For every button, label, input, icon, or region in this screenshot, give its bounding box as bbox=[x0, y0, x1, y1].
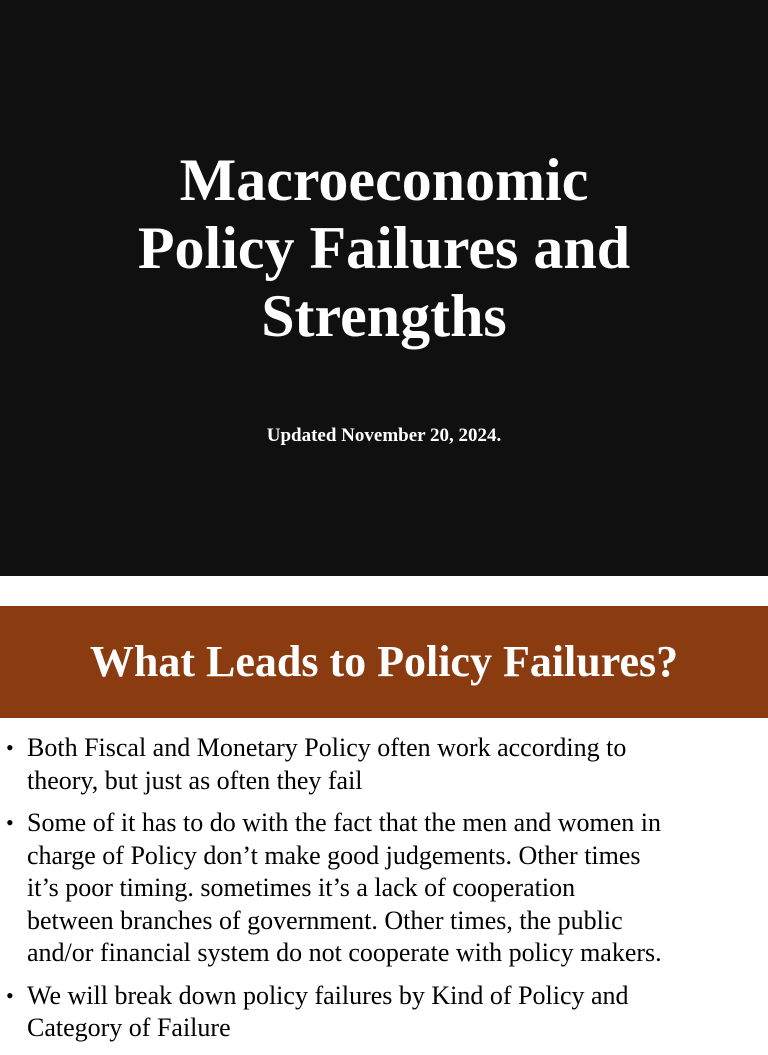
slide-header-bar bbox=[0, 606, 768, 718]
slide-title bbox=[84, 146, 684, 350]
bullet-line: Some of it has to do with the fact that the men and women in bbox=[27, 808, 661, 837]
bullet-icon: • bbox=[6, 982, 14, 1008]
bullet-item bbox=[0, 980, 768, 1045]
slide-title-line: Strengths bbox=[261, 283, 507, 349]
bullet-text bbox=[27, 807, 760, 970]
slide-title-line: Policy Failures and bbox=[137, 215, 631, 281]
slide-separator bbox=[0, 576, 768, 606]
bullet-line: it’s poor timing. sometimes it’s a lack of cooperation bbox=[27, 873, 576, 902]
bullet-line: between branches of government. Other times, the public bbox=[27, 905, 623, 935]
content-slide bbox=[0, 606, 768, 1042]
bullet-line: theory, but just as often they fail bbox=[27, 765, 363, 795]
bullet-icon: • bbox=[6, 810, 14, 835]
bullet-text bbox=[27, 732, 760, 797]
bullet-list bbox=[0, 732, 768, 1055]
slide-heading: What Leads to Policy Failures? bbox=[89, 637, 679, 686]
bullet-line: Category of Failure bbox=[27, 1013, 231, 1042]
bullet-item bbox=[0, 807, 768, 970]
bullet-text bbox=[27, 980, 760, 1045]
bullet-line: and/or financial system do not cooperate with policy makers. bbox=[27, 938, 662, 967]
bullet-icon: • bbox=[6, 735, 14, 760]
bullet-line: We will break down policy failures by Kind of Policy and bbox=[27, 980, 629, 1010]
slide-title-line: Macroeconomic bbox=[179, 147, 589, 213]
bullet-line: charge of Policy don’t make good judgements. Other times bbox=[27, 840, 641, 870]
bullet-line: Both Fiscal and Monetary Policy often work according to bbox=[27, 733, 627, 762]
slide-subtitle: Updated November 20, 2024. bbox=[266, 425, 502, 446]
bullet-item bbox=[0, 732, 768, 797]
